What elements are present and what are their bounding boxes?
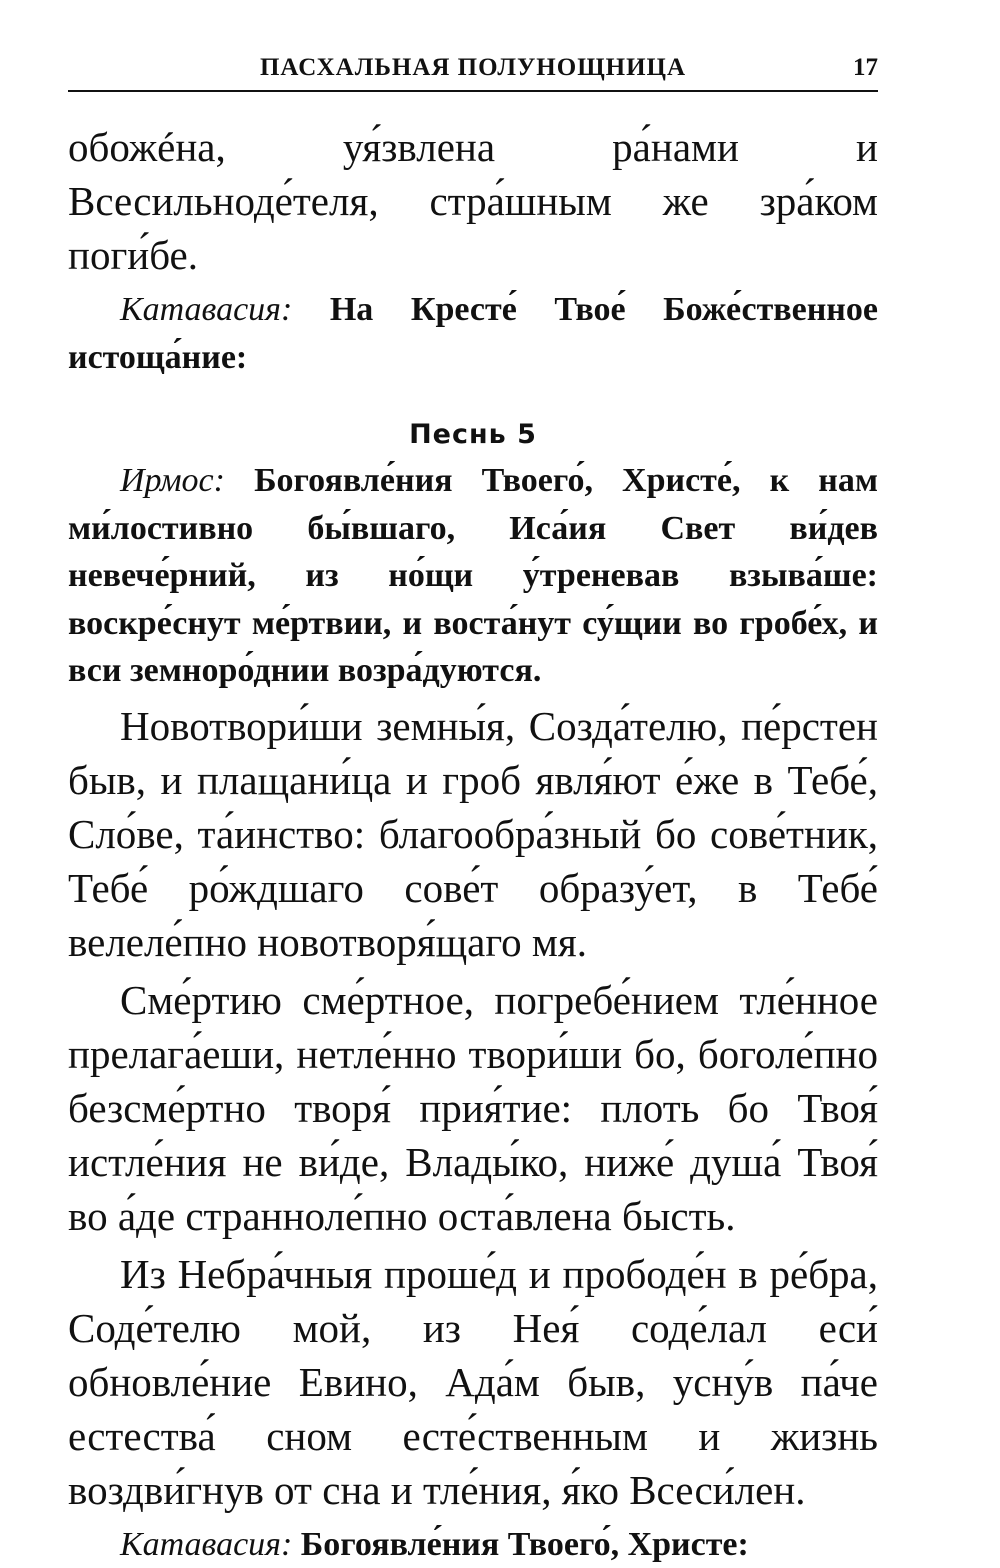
book-page xyxy=(68,50,878,1568)
troparion-paragraph: Из Небра́чныя проше́д и прободе́н в ре́бра, Соде́телю мой, из Нея́ соде́лал еси́ обновле́ние Евино, Ада́м быв, усну́в па́че естества́ сном есте́ственным и жизнь воздви́гнув от сна и тле́ния, я́ко Всеси́лен. xyxy=(68,1250,878,1513)
running-title: ПАСХАЛЬНАЯ ПОЛУНОЩНИЦА xyxy=(259,54,687,81)
troparion-paragraph: Сме́ртию сме́ртное, погребе́нием тле́нное прелага́еши, нетле́нно твори́ши бо, боголе́пно безсме́ртно творя́ прия́тие: плоть бо Твоя́ истле́ния не ви́де, Влады́ко, ниже́ душа́ Твоя́ во а́де странноле́пно оста́влена бысть. xyxy=(68,976,878,1239)
irmos-paragraph xyxy=(68,457,878,695)
katavasia-paragraph xyxy=(68,1521,878,1568)
katavasia-paragraph xyxy=(68,286,878,381)
katavasia-label: Катавасия: xyxy=(120,1525,293,1563)
irmos-text: Богоявле́ния Твоего́, Христе́, к нам ми́лостивно бы́вшаго, Иса́ия Свет ви́дев невече́рний, из но́щи у́треневав взыва́ше: воскре́снут ме́ртвии, и воста́нут су́щии во гробе́х, и вси земноро́днии возра́дуются. xyxy=(68,462,878,689)
katavasia-label: Катавасия: xyxy=(120,291,293,328)
paragraph-continuation: обожéна, уя́звлена ра́нами и Всесильноде́теля, стра́шным же зра́ком поги́бе. xyxy=(68,124,878,278)
song-heading: Песнь 5 xyxy=(409,419,537,450)
page-number: 17 xyxy=(853,54,878,81)
katavasia-text: Богоявле́ния Твоего́, Христе: xyxy=(292,1525,749,1563)
troparion-paragraph: Новотвори́ши земны́я, Созда́телю, пе́рстен быв, и плащани́ца и гроб явля́ют е́же в Тебе́, Сло́ве, та́инство: благообра́зный бо сове́тник, Тебе́ ро́ждшаго сове́т образу́ет, в Тебе́ велеле́пно новотворя́щаго мя. xyxy=(68,702,878,965)
katavasia-text: На Кресте́ Твое́ Боже́ственное истоща́ние: xyxy=(68,291,878,376)
body-text xyxy=(68,120,878,1568)
running-header xyxy=(68,50,878,92)
irmos-label: Ирмос: xyxy=(120,462,225,499)
